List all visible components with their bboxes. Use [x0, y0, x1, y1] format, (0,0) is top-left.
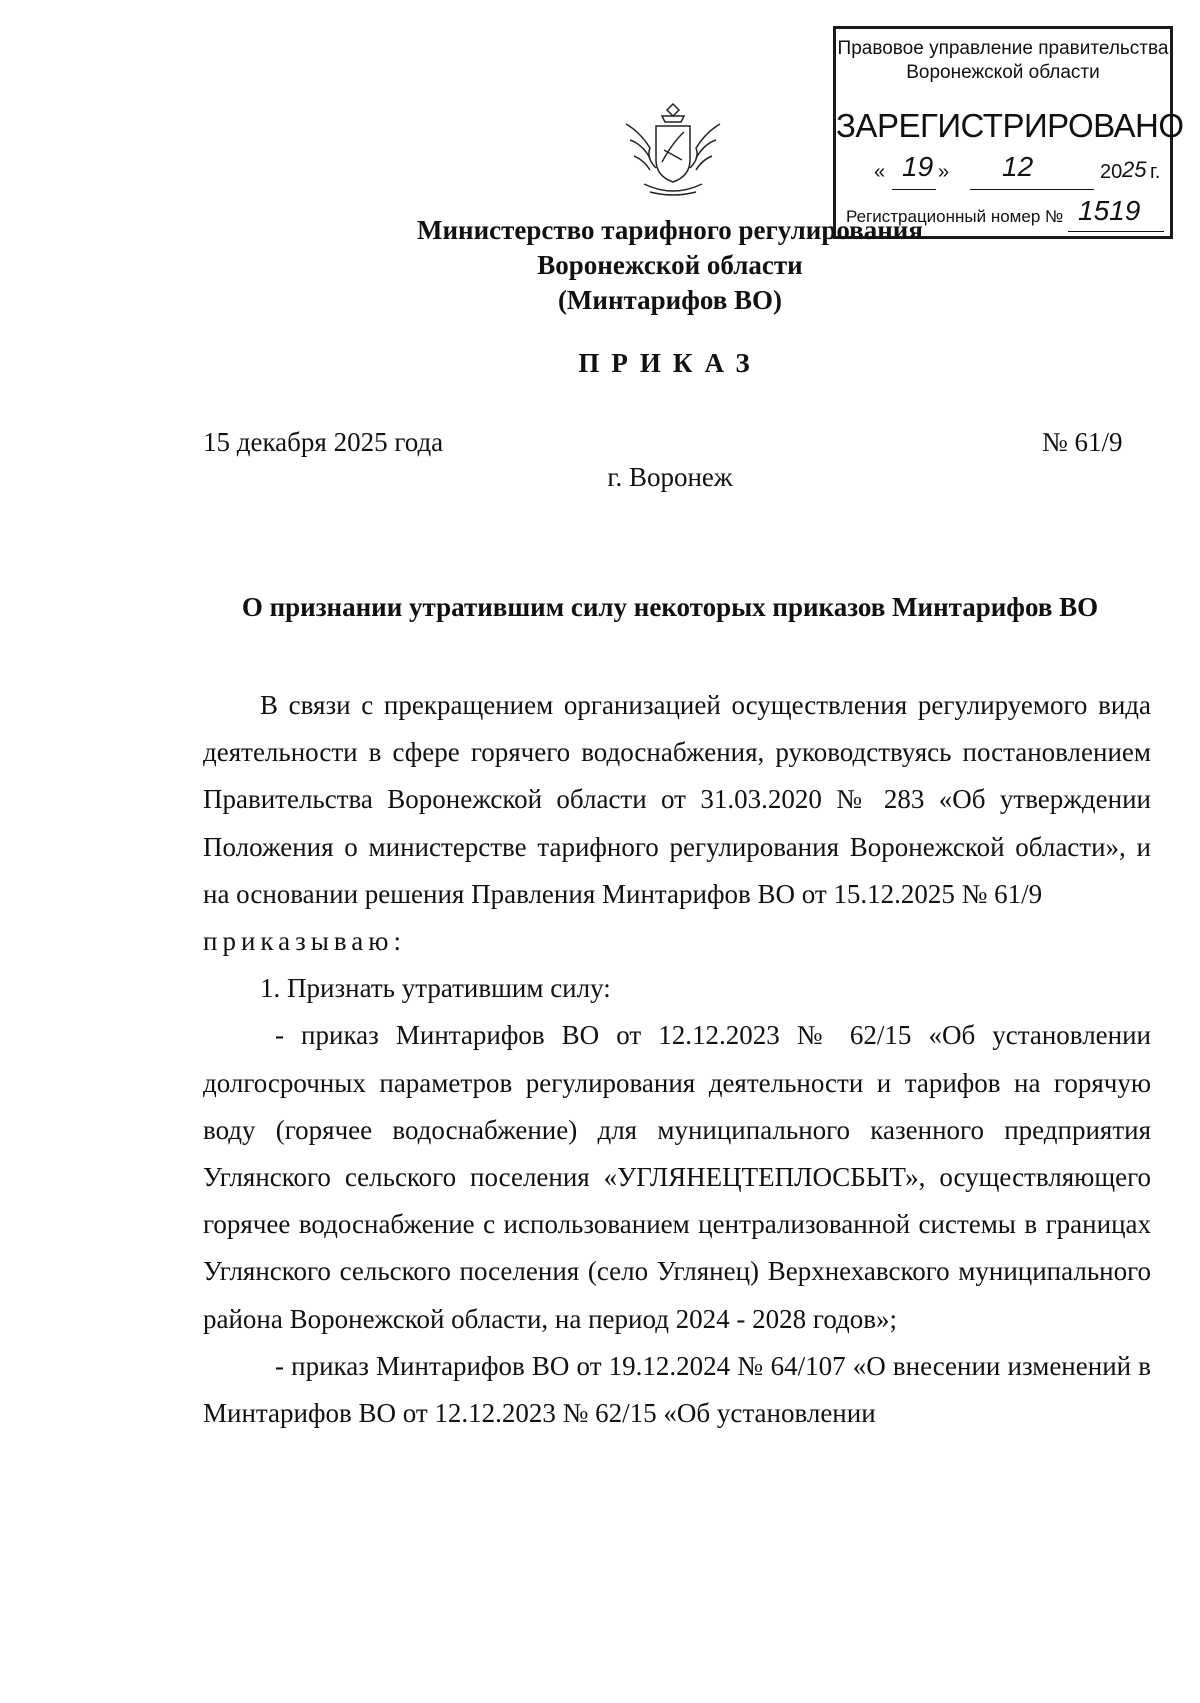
- stamp-quote-close: »: [938, 161, 950, 183]
- stamp-quote-open: «: [874, 161, 886, 183]
- body-sub-item-1: - приказ Минтарифов ВО от 12.12.2023 № 62/15 «Об установлении долгосрочных параметров регулирования деятельности и тарифов на горячую воду (горячее водоснабжение) для муниципального казенного предприятия Углянского сельского поселения «УГЛЯНЕЦТЕПЛОСБЫТ», осуществляющего горячее водоснабжение с использованием централизованной системы в границах Углянского сельского поселения (село Углянец) Верхнехавского муниципального района Воронежской области, на период 2024 - 2028 годов»;: [203, 1020, 1151, 1334]
- body-order-word: приказываю:: [203, 926, 406, 957]
- stamp-year-unit: г.: [1150, 161, 1161, 183]
- document-city: г. Воронеж: [607, 462, 733, 492]
- stamp-status: ЗАРЕГИСТРИРОВАНО: [836, 107, 1184, 144]
- stamp-department-line2: Воронежской области: [906, 62, 1100, 83]
- document-subject: О признании утратившим силу некоторых приказов Минтарифов ВО: [241, 592, 1099, 622]
- body-item-1: 1. Признать утратившим силу:: [260, 973, 611, 1004]
- stamp-reg-number-label: Регистрационный номер №: [846, 207, 1064, 226]
- body-sub-item-2: - приказ Минтарифов ВО от 19.12.2024 № 64/107 «О внесении изменений в Минтарифов ВО от 12.12.2023 № 62/15 «Об установлении: [203, 1350, 1151, 1429]
- document-date: 15 декабря 2025 года: [203, 427, 444, 457]
- ministry-name-line1: Министерство тарифного регулирования: [417, 215, 923, 245]
- stamp-date: [874, 151, 1164, 199]
- stamp-month: 12: [1002, 151, 1034, 182]
- stamp-department-line1: Правовое управление правительства: [837, 38, 1169, 59]
- stamp-reg-number-value: 1519: [1078, 195, 1141, 226]
- ministry-name: [0, 213, 1200, 318]
- ministry-name-line2: Воронежской области: [537, 250, 803, 280]
- stamp-year-prefix: 20: [1100, 161, 1123, 183]
- stamp-department: [836, 37, 1170, 85]
- registration-stamp: [833, 26, 1184, 239]
- ministry-name-line3: (Минтарифов ВО): [557, 285, 783, 315]
- document-number: № 61/9: [1042, 427, 1123, 457]
- stamp-day: 19: [902, 151, 934, 182]
- coat-of-arms-icon: [618, 100, 728, 200]
- document-type: ПРИКАЗ: [578, 348, 762, 378]
- body-preamble: В связи с прекращением организацией осуществления регулируемого вида деятельности в сфере горячего водоснабжения, руководствуясь постановлением Правительства Воронежской области от 31.03.2020 № 283 «Об утверждении Положения о министерстве тарифного регулирования Воронежской области», и на основании решения Правления Минтарифов ВО от 15.12.2025 № 61/9: [203, 690, 1151, 909]
- stamp-year-suffix: 25: [1122, 157, 1147, 182]
- document-body: [203, 682, 1151, 1437]
